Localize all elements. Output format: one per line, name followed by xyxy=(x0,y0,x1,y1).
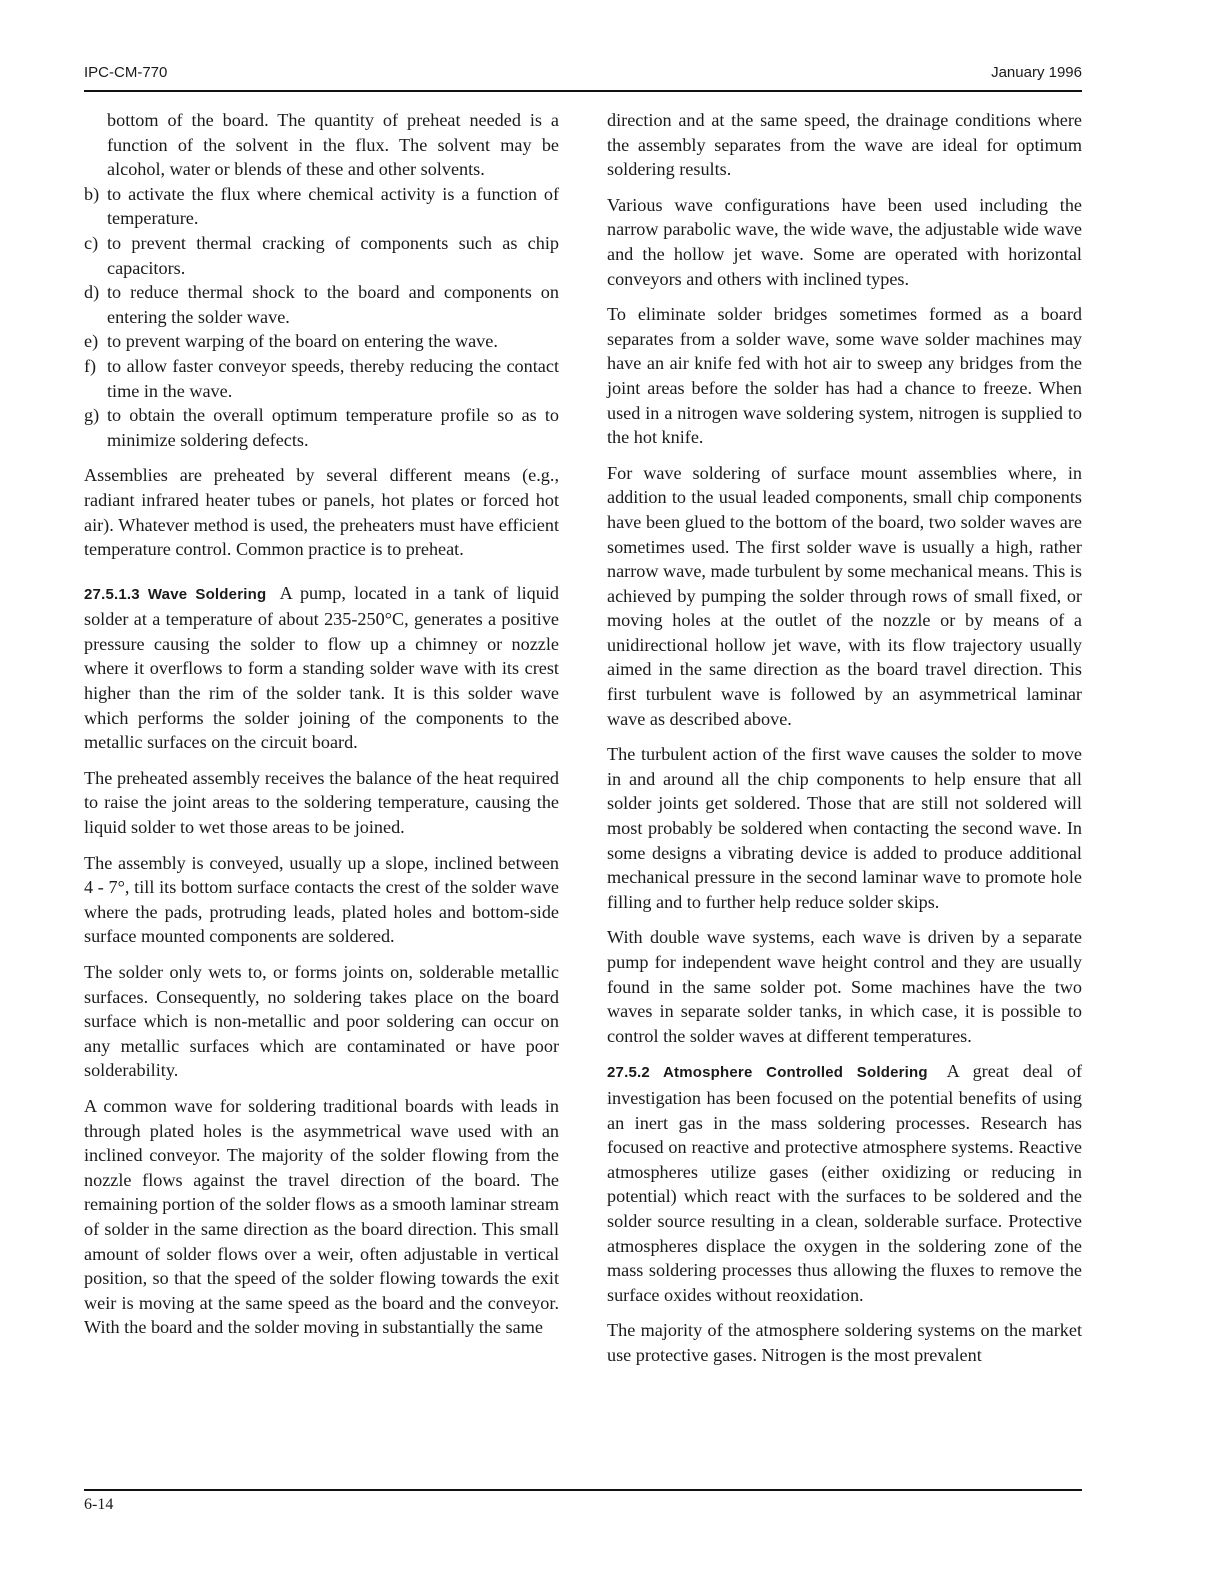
paragraph-double-wave: With double wave systems, each wave is driven by a separate pump for independent wave height control and they are usually found in the same solder pot. Some machines have the two waves in separate solder tanks, in which case, it is possible to control the solder waves at different temperatures. xyxy=(607,927,1082,1046)
list-marker: c) xyxy=(84,232,99,253)
list-marker: f) xyxy=(84,355,97,376)
paragraph-solder-bridges: To eliminate solder bridges sometimes formed as a board separates from a solder wave, some wave solder machines may have an air knife fed with hot air to sweep any bridges from the joint areas before the solder has had a chance to freeze. When used in a nitrogen wave soldering system, nitrogen is supplied to the hot knife. xyxy=(607,304,1082,448)
list-item xyxy=(84,280,559,329)
section-body: A great deal of investigation has been focused on the potential benefits of using an inert gas in the mass soldering processes. Research has focused on reactive and protective atmosphere systems. Reactive atmospheres utilize gases (either oxidizing or reducing in potential) which react with the surfaces to be soldered and the solder source resulting in a clean, solderable surface. Protective atmospheres displace the oxygen in the soldering zone of the mass soldering processes thus allowing the fluxes to remove the surface oxides without reoxidation. xyxy=(607,1061,1083,1305)
paragraph-majority-protective: The majority of the atmosphere soldering systems on the market use protective gases. Nitrogen is the most prevalent xyxy=(607,1320,1082,1365)
list-item xyxy=(84,403,559,452)
continued-list-item-text: bottom of the board. The quantity of preheat needed is a function of the solvent in the flux. The solvent may be alcohol, water or blends of these and other solvents. xyxy=(107,110,559,180)
list-marker: d) xyxy=(84,282,100,303)
list-item-text: to reduce thermal shock to the board and components on entering the solder wave. xyxy=(107,282,559,327)
section-heading: 27.5.1.3 Wave Soldering xyxy=(84,585,267,603)
page-header xyxy=(84,64,1082,86)
paragraph-drainage: direction and at the same speed, the drainage conditions where the assembly separates from the wave are ideal for optimum soldering results. xyxy=(607,110,1082,180)
page-number: 6-14 xyxy=(84,1496,114,1513)
left-column xyxy=(84,108,559,1351)
paragraph-common-wave: A common wave for soldering traditional boards with leads in through plated holes is the asymmetrical wave used with an inclined conveyor. The majority of the solder flowing from the nozzle flows against the travel direction of the board. The remaining portion of the solder flows as a smooth laminar stream of solder in the same direction as the board direction. This small amount of solder flows over a weir, often adjustable in vertical position, so that the speed of the solder flowing towards the exit weir is moving at the same speed as the board and the conveyor. With the board and the solder moving in substantially the same xyxy=(84,1095,559,1338)
header-rule xyxy=(84,90,1082,92)
preheat-purpose-list xyxy=(84,182,559,453)
section-atmosphere-controlled xyxy=(607,1059,1082,1307)
paragraph-surface-mount: For wave soldering of surface mount assemblies where, in addition to the usual leaded components, small chip components have been glued to the bottom of the board, two solder waves are sometimes used. The first solder wave is usually a high, rather narrow wave, made turbulent by some mechanical means. This is achieved by pumping the solder through rows of small fixed, or moving holes at the outlet of the nozzle or by means of a unidirectional hollow jet wave, with its flow trajectory usually aimed in the same direction as the board travel direction. This first turbulent wave is followed by an asymmetrical laminar wave as described above. xyxy=(607,462,1082,729)
paragraph-conveyed: The assembly is conveyed, usually up a slope, inclined between 4 - 7°, till its bottom surface contacts the crest of the solder wave where the pads, protruding leads, plated holes and bottom-side surface mounted components are soldered. xyxy=(84,852,559,947)
list-marker: b) xyxy=(84,183,100,204)
list-item xyxy=(84,231,559,280)
footer-rule xyxy=(84,1489,1082,1491)
document-id: IPC-CM-770 xyxy=(84,64,168,81)
section-wave-soldering xyxy=(84,581,559,755)
section-body: A pump, located in a tank of liquid solder at a temperature of about 235-250°C, generates a positive pressure causing the solder to flow up a chimney or nozzle where it overflows to form a standing solder wave with its crest higher than the rim of the solder tank. It is this solder wave which performs the solder joining of the components to the metallic surfaces on the circuit board. xyxy=(84,582,560,753)
list-item xyxy=(84,182,559,231)
paragraph-turbulent-action: The turbulent action of the first wave causes the solder to move in and around all the chip components to help ensure that all solder joints get soldered. Those that are still not soldered will most probably be soldered when contacting the second wave. In some designs a vibrating device is added to produce additional mechanical pressure in the second laminar wave to promote hole filling and to further help reduce solder skips. xyxy=(607,744,1082,912)
list-item-text: to prevent warping of the board on entering the wave. xyxy=(107,331,498,352)
paragraph-preheated-assembly: The preheated assembly receives the balance of the heat required to raise the joint areas to the soldering temperature, causing the liquid solder to wet those areas to be joined. xyxy=(84,767,559,838)
section-heading: 27.5.2 Atmosphere Controlled Soldering xyxy=(607,1064,928,1082)
list-item-text: to obtain the overall optimum temperature profile so as to minimize soldering defects. xyxy=(107,405,559,450)
list-item xyxy=(84,354,559,403)
document-date: January 1996 xyxy=(991,64,1082,81)
list-item-text: to prevent thermal cracking of components such as chip capacitors. xyxy=(107,232,559,278)
list-marker: g) xyxy=(84,405,100,426)
list-item-text: to activate the flux where chemical activity is a function of temperature. xyxy=(107,183,559,229)
list-item-text: to allow faster conveyor speeds, thereby reducing the contact time in the wave. xyxy=(107,355,559,401)
list-marker: e) xyxy=(84,331,99,352)
right-column xyxy=(607,108,1082,1379)
paragraph-wave-configurations: Various wave configurations have been used including the narrow parabolic wave, the wide wave, the adjustable wide wave and the hollow jet wave. Some are operated with horizontal conveyors and others with inclined types. xyxy=(607,194,1082,289)
paragraph-preheat-means: Assemblies are preheated by several different means (e.g., radiant infrared heater tubes or panels, hot plates or forced hot air). Whatever method is used, the preheaters must have efficient temperature control. Common practice is to preheat. xyxy=(84,465,559,560)
list-item xyxy=(84,329,559,354)
paragraph-solder-wets: The solder only wets to, or forms joints on, solderable metallic surfaces. Consequently, no soldering takes place on the board surface which is non-metallic and poor soldering can occur on any metallic surfaces which are contaminated or have poor solderability. xyxy=(84,962,559,1081)
